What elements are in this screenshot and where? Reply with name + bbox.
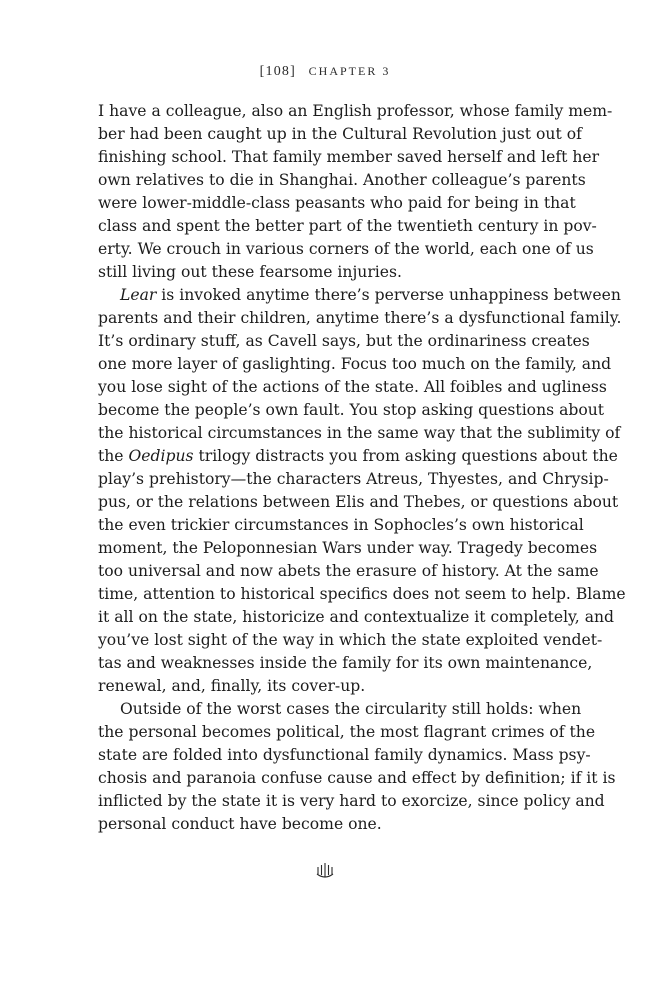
text-line <box>98 100 613 123</box>
text-run: chosis and paranoia confuse cause and effect by definition; if it is <box>98 769 616 787</box>
text-line <box>98 698 582 721</box>
chapter-label: CHAPTER 3 <box>308 64 391 78</box>
text-line <box>98 606 615 629</box>
text-run: renewal, and, finally, its cover-up. <box>98 677 366 695</box>
text-line <box>98 307 622 330</box>
page-number: [108] <box>259 64 296 79</box>
text-line <box>98 560 599 583</box>
text-run: the personal becomes political, the most flagrant crimes of the <box>98 723 596 741</box>
italic-title: Oedipus <box>128 447 194 465</box>
text-run: is invoked anytime there’s perverse unhappiness between <box>156 286 621 304</box>
text-line <box>98 675 552 698</box>
paragraph <box>98 698 616 836</box>
text-line <box>98 790 605 813</box>
section-break-ornament-icon <box>0 862 650 884</box>
text-run: erty. We crouch in various corners of the world, each one of us <box>98 240 594 258</box>
text-line <box>98 491 619 514</box>
text-line <box>98 215 597 238</box>
text-run: were lower-middle-class peasants who paid for being in that <box>98 194 576 212</box>
text-run: moment, the Peloponnesian Wars under way. Tragedy becomes <box>98 539 598 557</box>
text-line <box>98 330 590 353</box>
text-run: play’s prehistory—the characters Atreus, Thyestes, and Chrysip- <box>98 470 609 488</box>
text-run: the <box>98 447 129 465</box>
italic-title: Lear <box>120 286 157 304</box>
text-line <box>98 744 591 767</box>
text-line <box>98 652 593 675</box>
text-run: you lose sight of the actions of the state. All foibles and ugliness <box>98 378 607 396</box>
text-line <box>98 445 618 468</box>
text-line <box>98 192 576 215</box>
text-run: tas and weaknesses inside the family for its own maintenance, <box>98 654 593 672</box>
running-head <box>0 64 650 80</box>
text-line <box>98 514 584 537</box>
text-line <box>98 399 605 422</box>
text-run: state are folded into dysfunctional family dynamics. Mass psy- <box>98 746 591 764</box>
text-line <box>98 284 621 307</box>
text-line <box>98 146 600 169</box>
text-run: parents and their children, anytime there’s a dysfunctional family. <box>98 309 622 327</box>
text-run: it all on the state, historicize and contextualize it completely, and <box>98 608 615 626</box>
text-run: own relatives to die in Shanghai. Another colleague’s parents <box>98 171 586 189</box>
text-run: finishing school. That family member saved herself and left her <box>98 148 600 166</box>
text-line <box>98 813 552 836</box>
text-run: still living out these fearsome injuries. <box>98 263 402 281</box>
paragraph <box>98 100 613 284</box>
text-run: too universal and now abets the erasure of history. At the same <box>98 562 599 580</box>
text-line <box>98 123 582 146</box>
text-line <box>98 376 607 399</box>
text-line <box>98 238 594 261</box>
text-run: time, attention to historical specifics does not seem to help. Blame <box>98 585 626 603</box>
body-text <box>98 100 626 836</box>
text-line <box>98 583 626 606</box>
text-run: the historical circumstances in the same way that the sublimity of <box>98 424 621 442</box>
text-line <box>98 767 616 790</box>
text-run: you’ve lost sight of the way in which the state exploited vendet- <box>98 631 603 649</box>
text-line <box>98 721 596 744</box>
text-run: the even trickier circumstances in Sophocles’s own historical <box>98 516 584 534</box>
text-run: I have a colleague, also an English professor, whose family mem- <box>98 102 613 120</box>
text-run: class and spent the better part of the twentieth century in pov- <box>98 217 597 235</box>
text-line <box>98 537 598 560</box>
text-run: one more layer of gaslighting. Focus too much on the family, and <box>98 355 612 373</box>
text-line <box>98 169 586 192</box>
paragraph <box>98 284 626 698</box>
text-line <box>98 422 621 445</box>
text-run: It’s ordinary stuff, as Cavell says, but the ordinariness creates <box>98 332 590 350</box>
text-line <box>98 468 609 491</box>
text-run: become the people’s own fault. You stop asking questions about <box>98 401 605 419</box>
text-run: inflicted by the state it is very hard to exorcize, since policy and <box>98 792 605 810</box>
text-line <box>98 261 552 284</box>
text-run: Outside of the worst cases the circularity still holds: when <box>120 700 582 718</box>
text-run: trilogy distracts you from asking questions about the <box>193 447 618 465</box>
text-line <box>98 353 612 376</box>
text-run: ber had been caught up in the Cultural Revolution just out of <box>98 125 582 143</box>
text-run: personal conduct have become one. <box>98 815 382 833</box>
text-run: pus, or the relations between Elis and Thebes, or questions about <box>98 493 619 511</box>
text-line <box>98 629 603 652</box>
